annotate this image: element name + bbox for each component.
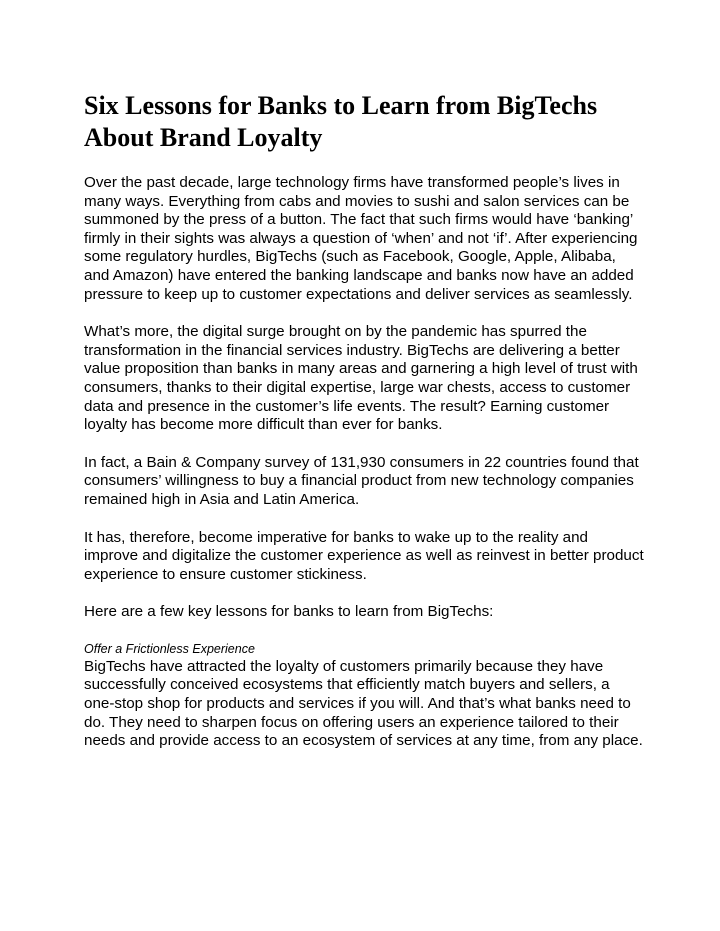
document-page bbox=[84, 90, 644, 770]
paragraph-survey: In fact, a Bain & Company survey of 131,930 consumers in 22 countries found that consumers’ willingness to buy a financial product from new technology companies remained high in Asia and Latin America. bbox=[84, 453, 639, 508]
paragraph-intro: Over the past decade, large technology firms have transformed people’s lives in many ways. Everything from cabs and movies to sushi and salon services can be summoned by the press of a button. The fact that such firms would have ‘banking’ firmly in their sights was always a question of ‘when’ and not ‘if’. After experiencing some regulatory hurdles, BigTechs (such as Facebook, Google, Apple, Alibaba, and Amazon) have entered the banking landscape and banks now have an added pressure to keep up to customer expectations and deliver services as seamlessly. bbox=[84, 174, 638, 303]
paragraph-pandemic: What’s more, the digital surge brought on by the pandemic has spurred the transformation in the financial services industry. BigTechs are delivering a better value proposition than banks in many areas and garnering a high level of trust with consumers, thanks to their digital expertise, large war chests, access to customer data and presence in the customer’s life events. The result? Earning customer loyalty has become more difficult than ever for banks. bbox=[84, 323, 638, 434]
section-frictionless bbox=[84, 641, 644, 751]
section-heading: Offer a Frictionless Experience bbox=[84, 641, 255, 656]
section-body: BigTechs have attracted the loyalty of customers primarily because they have successfully conceived ecosystems that efficiently match buyers and sellers, a one-stop shop for products and services if you will. And that’s what banks need to do. They need to sharpen focus on offering users an experience tailored to their needs and provide access to an ecosystem of services at any time, from any place. bbox=[84, 657, 643, 750]
document-title: Six Lessons for Banks to Learn from BigTechs About Brand Loyalty bbox=[84, 91, 598, 152]
paragraph-lessons-intro: Here are a few key lessons for banks to learn from BigTechs: bbox=[84, 603, 494, 621]
paragraph-imperative: It has, therefore, become imperative for banks to wake up to the reality and improve and digitalize the customer experience as well as reinvest in better product experience to ensure customer stickiness. bbox=[84, 528, 644, 583]
